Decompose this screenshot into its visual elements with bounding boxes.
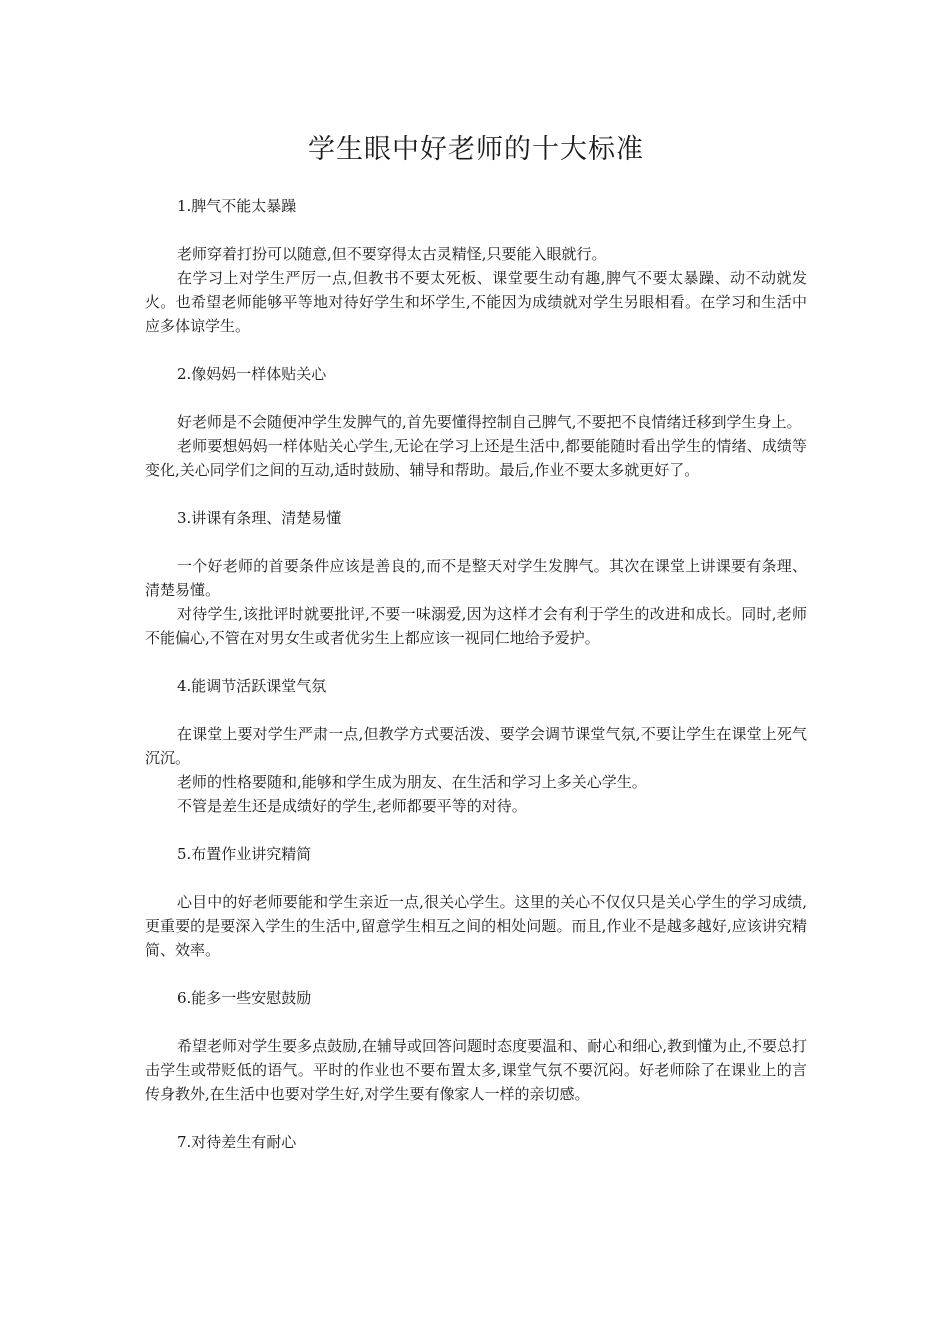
section-3 xyxy=(145,506,807,674)
section-heading: 6.能多一些安慰鼓励 xyxy=(177,989,312,1007)
section-gap xyxy=(145,1106,807,1130)
paragraph: 老师穿着打扮可以随意,但不要穿得太古灵精怪,只要能入眼就行。 xyxy=(177,245,607,263)
document-page xyxy=(145,130,807,1178)
document-title: 学生眼中好老师的十大标准 xyxy=(308,134,644,165)
section-gap xyxy=(145,482,807,506)
section-4 xyxy=(145,674,807,842)
section-gap xyxy=(145,818,807,842)
section-heading: 2.像妈妈一样体贴关心 xyxy=(177,365,327,383)
section-heading: 3.讲课有条理、清楚易懂 xyxy=(177,509,342,527)
paragraph: 老师要想妈妈一样体贴关心学生,无论在学习上还是生活中,都要能随时看出学生的情绪、成绩等变化,关心同学们之间的互动,适时鼓励、辅导和帮助。最后,作业不要太多就更好了。 xyxy=(145,437,807,479)
section-2 xyxy=(145,362,807,506)
paragraph: 一个好老师的首要条件应该是善良的,而不是整天对学生发脾气。其次在课堂上讲课要有条理、清楚易懂。 xyxy=(145,557,807,599)
section-heading: 5.布置作业讲究精简 xyxy=(177,845,312,863)
paragraph: 对待学生,该批评时就要批评,不要一味溺爱,因为这样才会有利于学生的改进和成长。同时,老师不能偏心,不管在对男女生或者优劣生上都应该一视同仁地给予爱护。 xyxy=(145,605,807,647)
paragraph: 希望老师对学生要多点鼓励,在辅导或回答问题时态度要温和、耐心和细心,教到懂为止,不要总打击学生或带贬低的语气。平时的作业也不要布置太多,课堂气氛不要沉闷。好老师除了在课业上的言传身教外,在生活中也要对学生好,对学生要有像家人一样的亲切感。 xyxy=(145,1037,807,1103)
paragraph: 好老师是不会随便冲学生发脾气的,首先要懂得控制自己脾气,不要把不良情绪迁移到学生身上。 xyxy=(177,413,802,431)
section-gap xyxy=(145,338,807,362)
paragraph: 在课堂上要对学生严肃一点,但教学方式要活泼、要学会调节课堂气氛,不要让学生在课堂上死气沉沉。 xyxy=(145,725,807,767)
section-7 xyxy=(145,1130,807,1154)
paragraph: 不管是差生还是成绩好的学生,老师都要平等的对待。 xyxy=(177,797,527,815)
section-heading: 7.对待差生有耐心 xyxy=(177,1133,297,1151)
section-gap xyxy=(145,650,807,674)
paragraph: 心目中的好老师要能和学生亲近一点,很关心学生。这里的关心不仅仅只是关心学生的学习成绩,更重要的是要深入学生的生活中,留意学生相互之间的相处问题。而且,作业不是越多越好,应该讲究精简、效率。 xyxy=(145,893,807,959)
paragraph: 老师的性格要随和,能够和学生成为朋友、在生活和学习上多关心学生。 xyxy=(177,773,647,791)
section-heading: 1.脾气不能太暴躁 xyxy=(177,197,297,215)
section-gap xyxy=(145,962,807,986)
section-heading: 4.能调节活跃课堂气氛 xyxy=(177,677,327,695)
section-5 xyxy=(145,842,807,986)
paragraph: 在学习上对学生严厉一点,但教书不要太死板、课堂要生动有趣,脾气不要太暴躁、动不动就发火。也希望老师能够平等地对待好学生和坏学生,不能因为成绩就对学生另眼相看。在学习和生活中应多体谅学生。 xyxy=(145,269,807,335)
section-6 xyxy=(145,986,807,1130)
section-1 xyxy=(145,194,807,362)
